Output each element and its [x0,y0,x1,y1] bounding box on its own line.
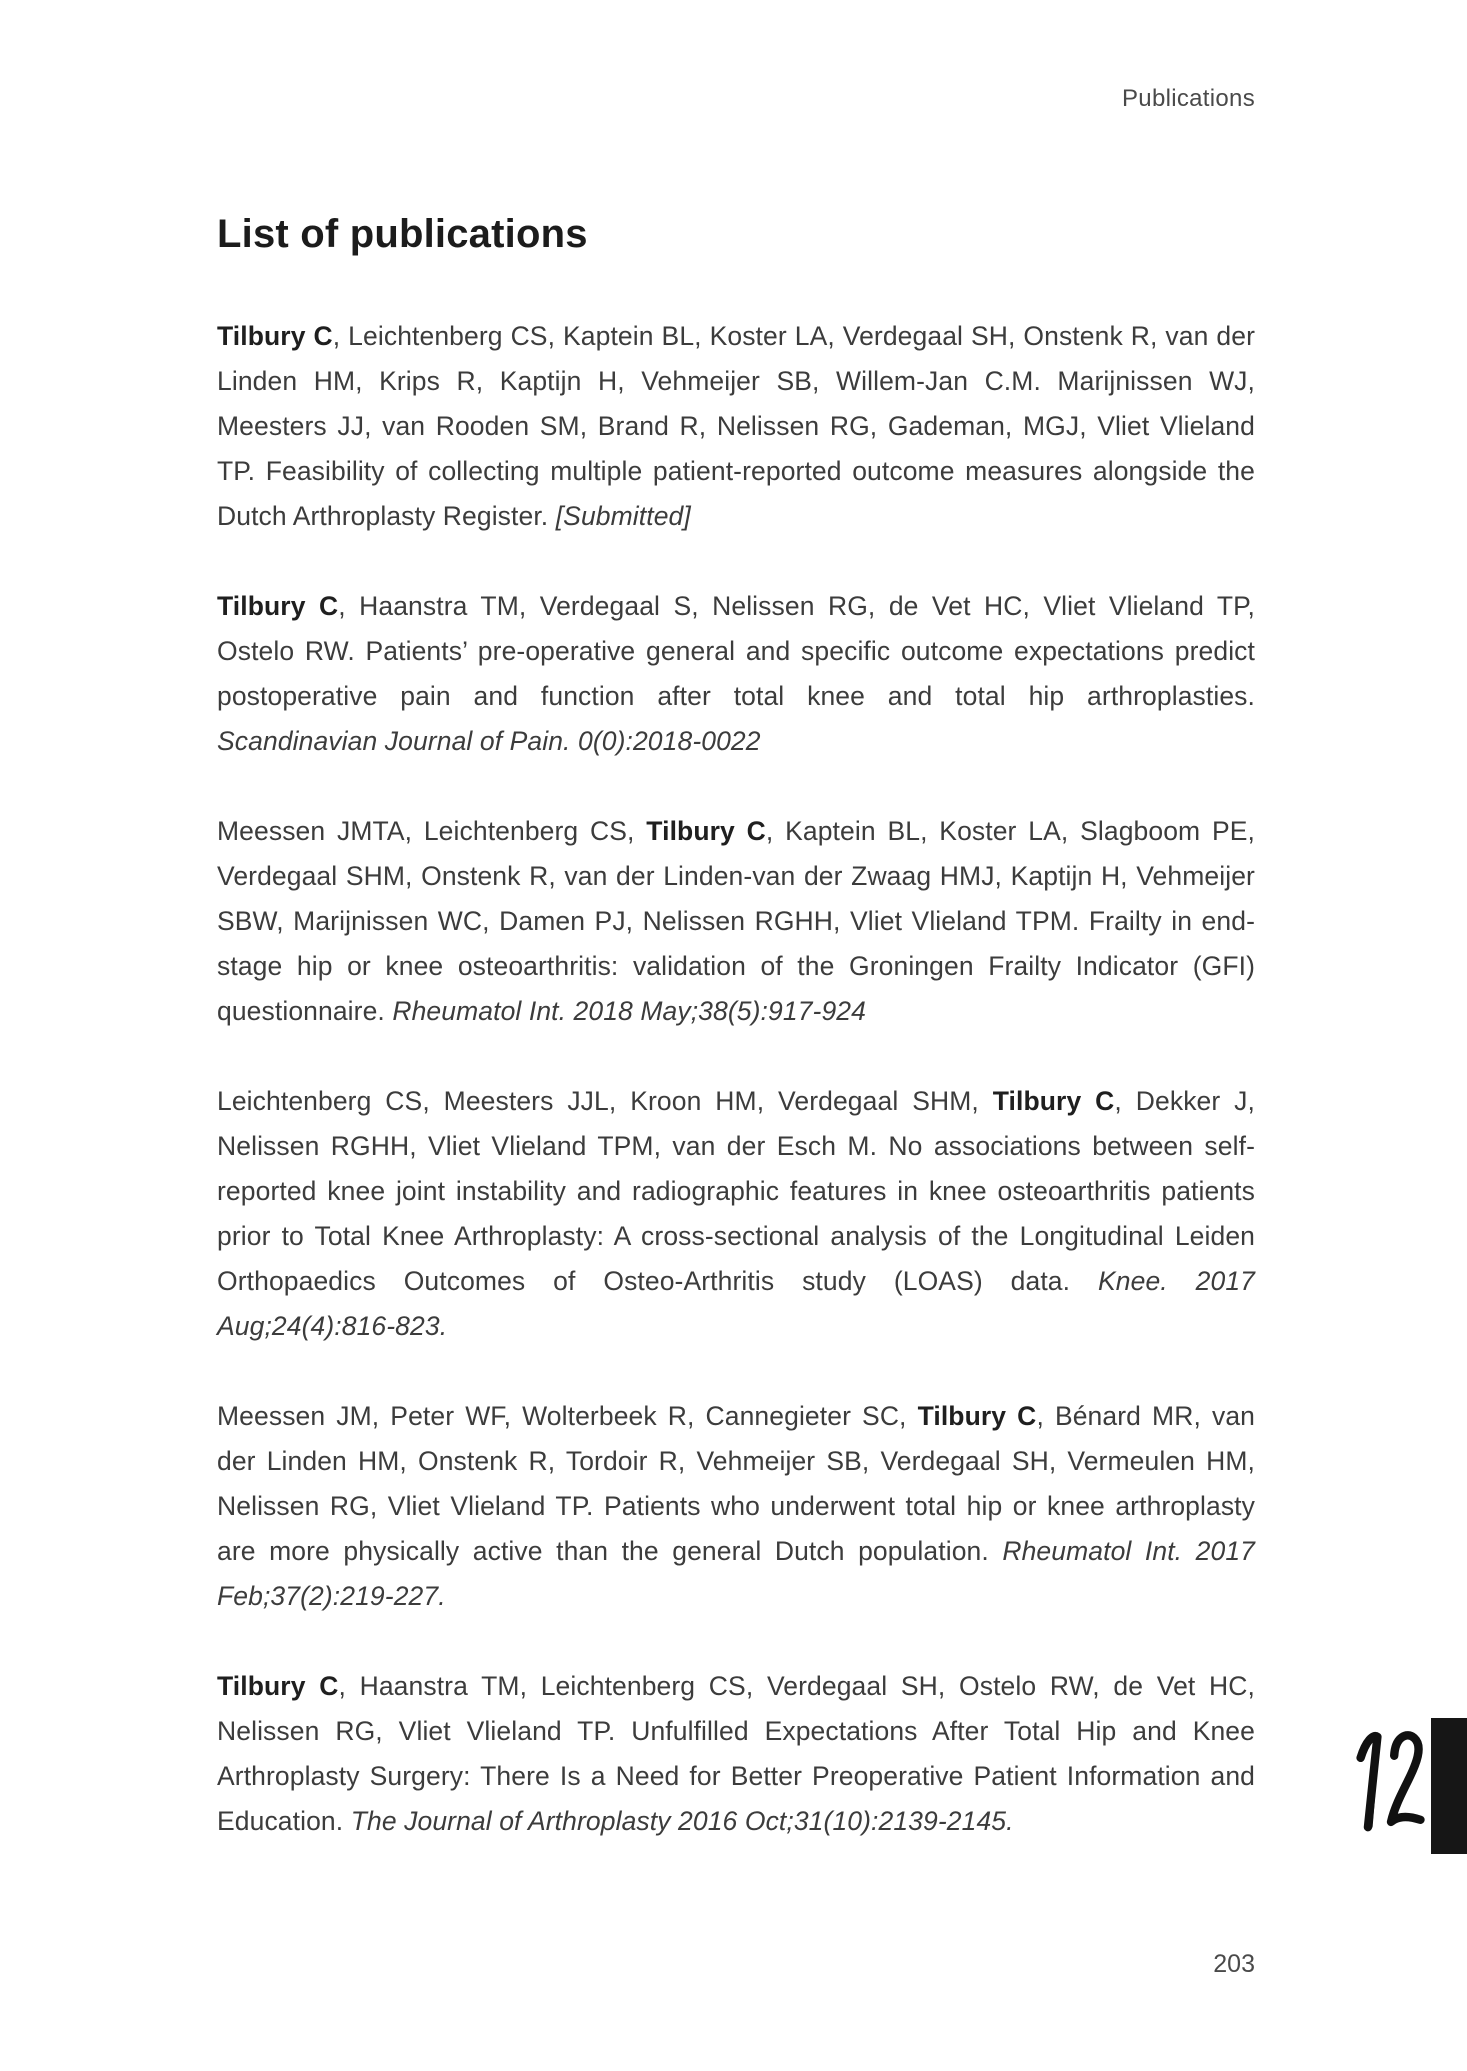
publication-entry [217,1079,1255,1349]
publication-text-normal: Meessen JMTA, Leichtenberg CS, [217,816,647,846]
publication-text-normal: , Bénard MR, van der Linden HM, Onstenk R, Tordoir R, Vehmeijer SB, Verdegaal SH, Vermeulen HM, Nelissen RG, Vliet Vlieland TP. Patients who underwent total hip or knee arthroplasty are more physically active than the general Dutch population. [217,1401,1255,1566]
publication-text-bold: Tilbury C [992,1086,1115,1116]
publication-text-normal: Leichtenberg CS, Meesters JJL, Kroon HM, Verdegaal SHM, [217,1086,993,1116]
publication-text-bold: Tilbury C [917,1401,1037,1431]
publication-text-bold: Tilbury C [217,321,333,351]
publication-entry [217,1394,1255,1619]
running-header: Publications [1121,85,1255,112]
publications-list [217,314,1255,1844]
publication-text-normal: , Dekker J, Nelissen RGHH, Vliet Vlieland TPM, van der Esch M. No associations between self-reported knee joint instability and radiographic features in knee osteoarthritis patients prior to Total Knee Arthroplasty: A cross-sectional analysis of the Longitudinal Leiden Orthopaedics Outcomes of Osteo-Arthritis study (LOAS) data. [217,1086,1255,1296]
publication-entry [217,1664,1255,1844]
publication-text-normal: , Haanstra TM, Leichtenberg CS, Verdegaal SH, Ostelo RW, de Vet HC, Nelissen RG, Vliet Vlieland TP. Unfulfilled Expectations After Total Hip and Knee Arthroplasty Surgery: There Is a Need for Better Preoperative Patient Information and Education. [217,1671,1255,1836]
publication-text-italic: [Submitted] [555,501,691,531]
publication-entry [217,314,1255,539]
text-column [217,0,1255,1889]
publication-text-italic: Rheumatol Int. 2017 Feb;37(2):219-227. [217,1536,1256,1611]
publication-text-normal: Meessen JM, Peter WF, Wolterbeek R, Cannegieter SC, [217,1401,918,1431]
chapter-number-handwritten-icon [1348,1722,1432,1842]
publication-text-italic: The Journal of Arthroplasty 2016 Oct;31(10):2139-2145. [350,1806,1014,1836]
page-title: List of publications [217,212,588,256]
publication-entry [217,809,1255,1034]
chapter-tab-bar [1431,1718,1467,1854]
publication-text-bold: Tilbury C [646,816,766,846]
publication-text-normal: , Leichtenberg CS, Kaptein BL, Koster LA, Verdegaal SH, Onstenk R, van der Linden HM, Krips R, Kaptijn H, Vehmeijer SB, Willem-Jan C.M. Marijnissen WJ, Meesters JJ, van Rooden SM, Brand R, Nelissen RG, Gademan, MGJ, Vliet Vlieland TP. Feasibility of collecting multiple patient-reported outcome measures alongside the Dutch Arthroplasty Register. [217,321,1256,531]
publication-text-italic: Rheumatol Int. 2018 May;38(5):917-924 [392,996,866,1026]
publication-text-italic: Scandinavian Journal of Pain. 0(0):2018-0022 [217,726,761,756]
publication-text-bold: Tilbury C [217,1671,339,1701]
page-number: 203 [1213,1950,1255,1978]
publication-text-normal: , Haanstra TM, Verdegaal S, Nelissen RG, de Vet HC, Vliet Vlieland TP, Ostelo RW. Patients’ pre-operative general and specific outcome expectations predict postoperative pain and function after total knee and total hip arthroplasties. [217,591,1255,711]
publication-text-normal: , Kaptein BL, Koster LA, Slagboom PE, Verdegaal SHM, Onstenk R, van der Linden-van der Zwaag HMJ, Kaptijn H, Vehmeijer SBW, Marijnissen WC, Damen PJ, Nelissen RGHH, Vliet Vlieland TPM. Frailty in end-stage hip or knee osteoarthritis: validation of the Groningen Frailty Indicator (GFI) questionnaire. [217,816,1256,1026]
publication-entry [217,584,1255,764]
publication-text-italic: Knee. 2017 Aug;24(4):816-823. [217,1266,1255,1341]
publication-text-bold: Tilbury C [217,591,339,621]
